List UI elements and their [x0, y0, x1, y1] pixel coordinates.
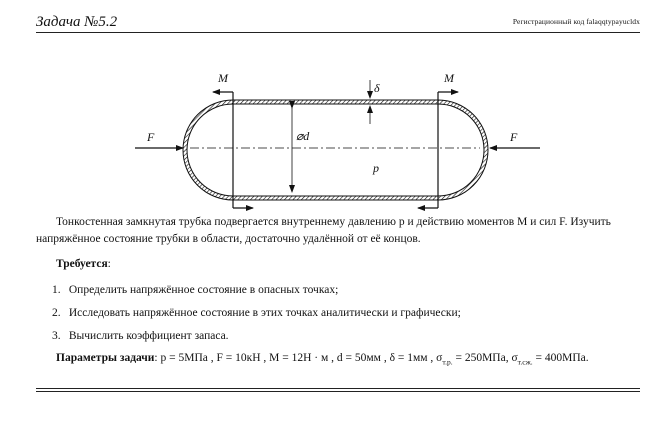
param-sigma-tr: $\sigma_{т.р.} = 250МПа$,	[436, 352, 509, 367]
parameters-label: Параметры задачи	[56, 352, 155, 364]
parameters: Параметры задачи: p = 5МПа , F = 10кН , M = 12Н · м , d = 50мм , δ = 1мм , $\sigma_{т.р.} = 250МПа$, $\sigma_{т.сж.} = 400МПа$.	[56, 352, 589, 367]
param-delta: δ = 1мм	[389, 352, 428, 364]
tube-wall	[183, 100, 488, 200]
param-sigma-tc: $\sigma_{т.сж.} = 400МПа$.	[511, 352, 589, 367]
diameter-label: ⌀d	[296, 129, 310, 143]
footer-rule	[36, 388, 640, 389]
force-label-left: F	[147, 130, 155, 144]
param-d: d = 50мм	[336, 352, 381, 364]
registration-code: Регистрационный код falaqqtypayucldx	[512, 17, 640, 26]
moment-label-left: M	[218, 71, 228, 85]
required-label: Требуется	[56, 258, 108, 270]
pressure-label: p	[373, 161, 379, 175]
list-item: 3. Вычислить коэффициент запаса.	[52, 330, 229, 342]
param-F: F = 10кН	[216, 352, 261, 364]
footer-rule-double	[36, 391, 640, 392]
task-title: Задача №5.2	[36, 14, 118, 30]
problem-statement: Тонкостенная замкнутая трубка подвергается внутреннему давлению p и действию моментов M и сил F. Изучить напряжённое состояние трубки в области, достаточно удалённой от её концов.	[36, 216, 611, 245]
list-item: 1. Определить напряжённое состояние в опасных точках;	[52, 284, 339, 296]
moment-label-right: M	[444, 71, 454, 85]
required-heading: Требуется:	[56, 258, 111, 270]
force-label-right: F	[510, 130, 518, 144]
thickness-label: δ	[374, 81, 380, 95]
param-p: p = 5МПа	[160, 352, 208, 364]
list-item: 2. Исследовать напряжённое состояние в этих точках аналитически и графически;	[52, 307, 461, 319]
param-M: M = 12Н · м	[269, 352, 329, 364]
